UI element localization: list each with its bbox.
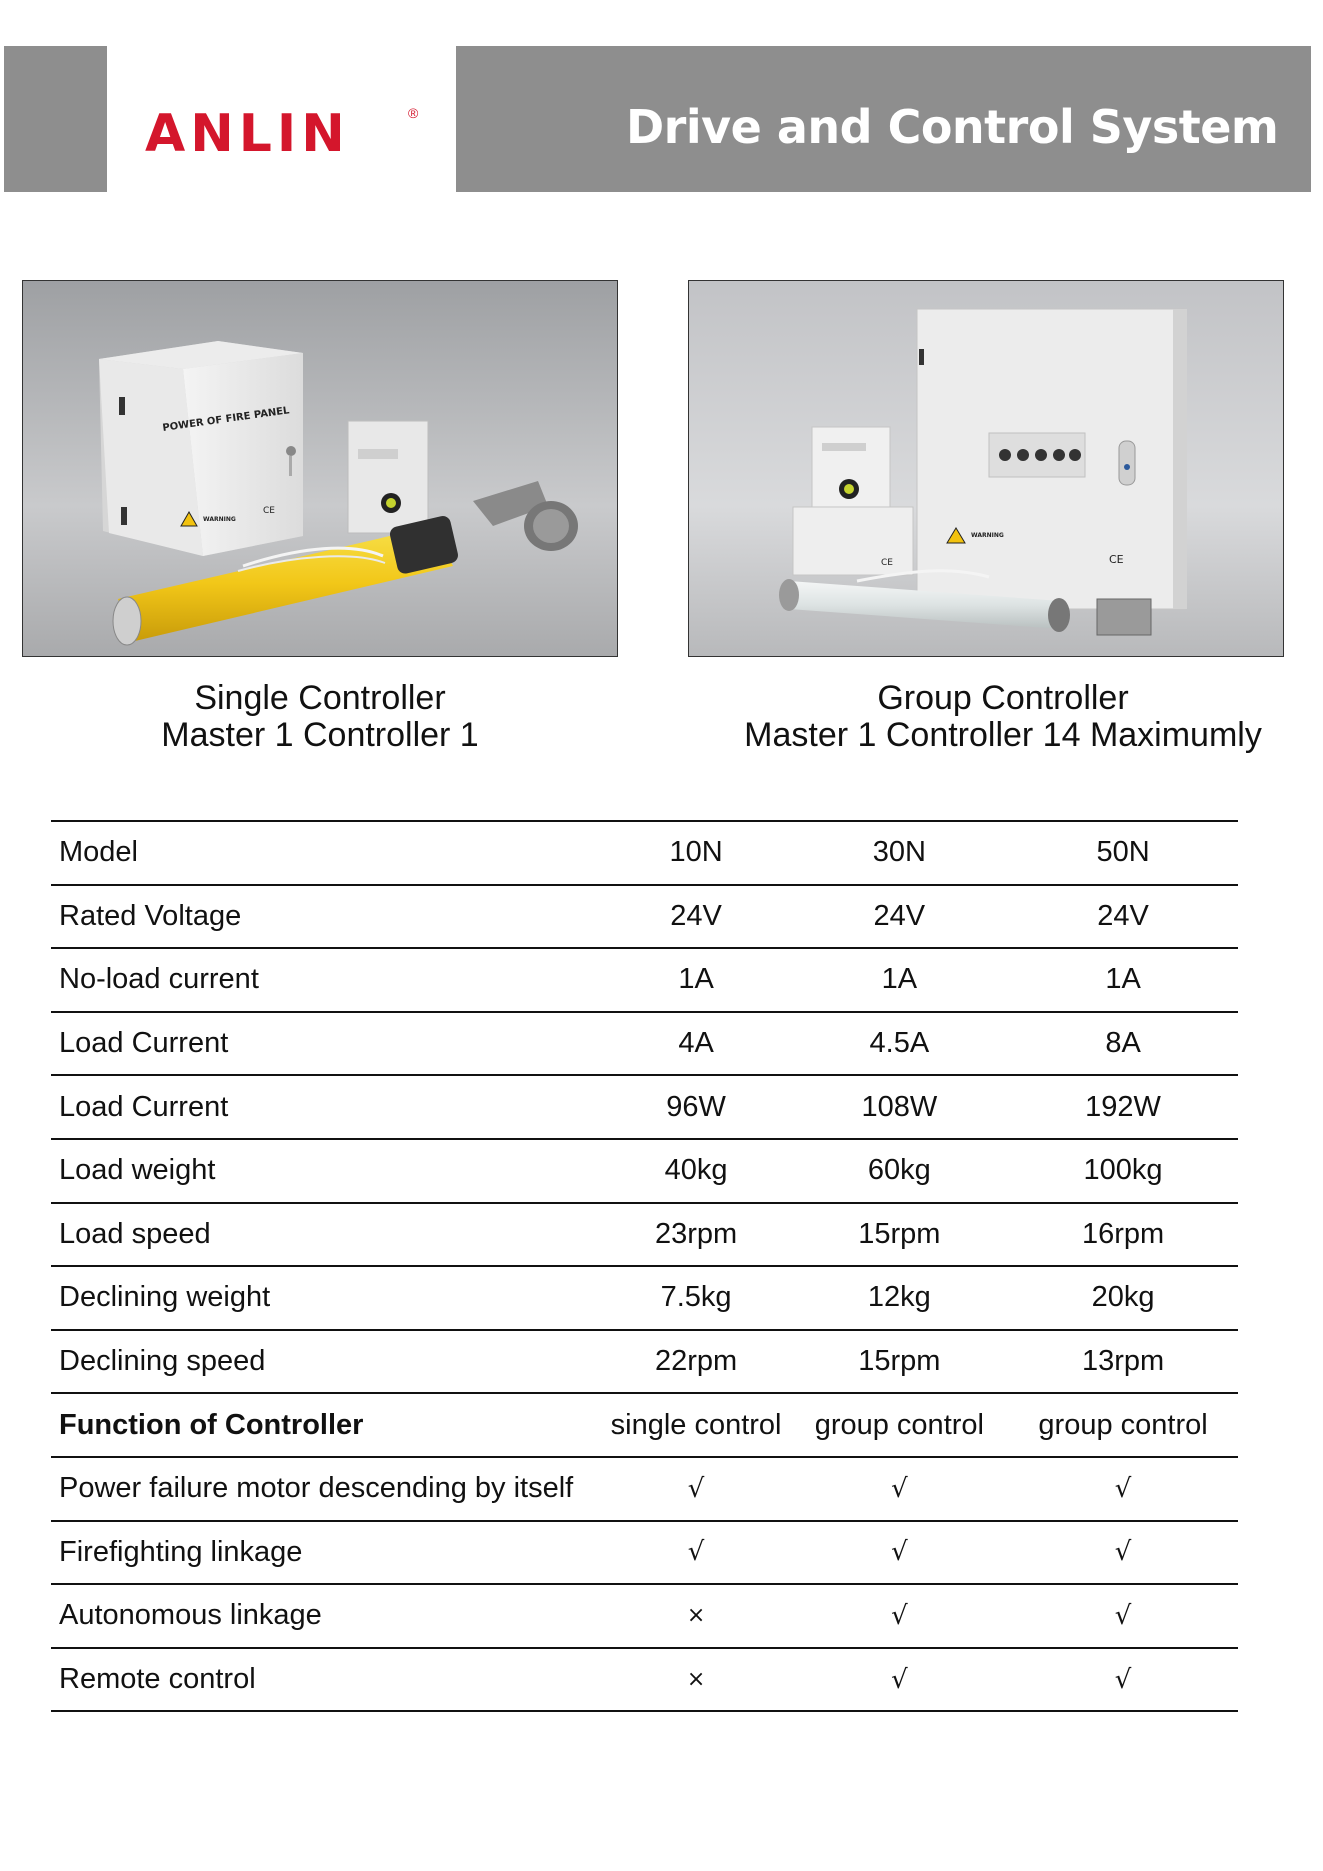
table-row	[51, 1648, 1238, 1712]
table-row	[51, 1075, 1238, 1139]
row-label: Load weight	[51, 1139, 602, 1203]
spec-table	[51, 820, 1238, 1712]
check-mark-icon: √	[1008, 1521, 1238, 1585]
table-row	[51, 1203, 1238, 1267]
table-row	[51, 885, 1238, 949]
cell-10n: 96W	[602, 1075, 791, 1139]
cell-10n: 24V	[602, 885, 791, 949]
check-mark-icon: √	[791, 1648, 1009, 1712]
cell-10n: 40kg	[602, 1139, 791, 1203]
cell-50n: 16rpm	[1008, 1203, 1238, 1267]
single-controller-caption	[22, 680, 618, 754]
check-mark-icon: √	[602, 1521, 791, 1585]
cross-mark-icon: ×	[602, 1584, 791, 1648]
cell-30n: 108W	[791, 1075, 1009, 1139]
row-label: Model	[51, 821, 602, 885]
row-label: Autonomous linkage	[51, 1584, 602, 1648]
check-mark-icon: √	[602, 1457, 791, 1521]
check-mark-icon: √	[1008, 1457, 1238, 1521]
row-label: Firefighting linkage	[51, 1521, 602, 1585]
cell-10n: 1A	[602, 948, 791, 1012]
cell-30n: 15rpm	[791, 1203, 1009, 1267]
group-controller-subtitle: Master 1 Controller 14 Maximumly	[744, 716, 1262, 754]
table-row	[51, 1012, 1238, 1076]
svg-text:WARNING: WARNING	[203, 516, 236, 523]
row-label: Declining speed	[51, 1330, 602, 1394]
row-label: Load speed	[51, 1203, 602, 1267]
table-row	[51, 1139, 1238, 1203]
group-controller-caption	[688, 680, 1318, 754]
cell-50n: 192W	[1008, 1075, 1238, 1139]
table-row	[51, 1266, 1238, 1330]
table-row	[51, 821, 1238, 885]
svg-text:WARNING: WARNING	[971, 532, 1004, 539]
cell-30n: 1A	[791, 948, 1009, 1012]
row-label: Power failure motor descending by itself	[51, 1457, 602, 1521]
cell-30n: 30N	[791, 821, 1009, 885]
row-label: Load Current	[51, 1012, 602, 1076]
cell-30n: 15rpm	[791, 1330, 1009, 1394]
cell-10n: single control	[602, 1393, 791, 1457]
group-controller-title: Group Controller	[877, 679, 1129, 717]
cell-30n: 60kg	[791, 1139, 1009, 1203]
single-controller-subtitle: Master 1 Controller 1	[161, 716, 479, 754]
cell-30n: 4.5A	[791, 1012, 1009, 1076]
check-mark-icon: √	[791, 1584, 1009, 1648]
cell-10n: 10N	[602, 821, 791, 885]
cell-50n: 20kg	[1008, 1266, 1238, 1330]
svg-text:CE: CE	[263, 506, 275, 516]
cell-50n: 50N	[1008, 821, 1238, 885]
table-row	[51, 948, 1238, 1012]
row-label: Load Current	[51, 1075, 602, 1139]
cell-10n: 23rpm	[602, 1203, 791, 1267]
panel-label: POWER OF FIRE PANEL	[161, 405, 291, 434]
single-controller-photo	[22, 280, 618, 657]
cell-10n: 4A	[602, 1012, 791, 1076]
cell-50n: 24V	[1008, 885, 1238, 949]
brand-logo: ANLIN	[145, 104, 350, 164]
cell-50n: 100kg	[1008, 1139, 1238, 1203]
table-row	[51, 1457, 1238, 1521]
cell-30n: 24V	[791, 885, 1009, 949]
single-controller-title: Single Controller	[194, 679, 446, 717]
check-mark-icon: √	[791, 1457, 1009, 1521]
row-label: Remote control	[51, 1648, 602, 1712]
cell-50n: 13rpm	[1008, 1330, 1238, 1394]
page-title: Drive and Control System	[626, 100, 1279, 154]
registered-mark: ®	[408, 105, 419, 121]
row-label: No-load current	[51, 948, 602, 1012]
row-label: Rated Voltage	[51, 885, 602, 949]
table-row	[51, 1393, 1238, 1457]
cell-30n: 12kg	[791, 1266, 1009, 1330]
logo-area	[107, 46, 456, 192]
table-row	[51, 1584, 1238, 1648]
row-label: Declining weight	[51, 1266, 602, 1330]
cell-50n: 8A	[1008, 1012, 1238, 1076]
cross-mark-icon: ×	[602, 1648, 791, 1712]
svg-text:CE: CE	[881, 558, 893, 568]
cell-30n: group control	[791, 1393, 1009, 1457]
cell-10n: 22rpm	[602, 1330, 791, 1394]
row-label: Function of Controller	[51, 1393, 602, 1457]
check-mark-icon: √	[1008, 1584, 1238, 1648]
cell-10n: 7.5kg	[602, 1266, 791, 1330]
header-title-band	[456, 46, 1311, 192]
table-row	[51, 1330, 1238, 1394]
group-controller-photo	[688, 280, 1284, 657]
table-row	[51, 1521, 1238, 1585]
svg-text:CE: CE	[1109, 553, 1124, 566]
cell-50n: 1A	[1008, 948, 1238, 1012]
check-mark-icon: √	[791, 1521, 1009, 1585]
check-mark-icon: √	[1008, 1648, 1238, 1712]
header-left-band	[4, 46, 107, 192]
cell-50n: group control	[1008, 1393, 1238, 1457]
